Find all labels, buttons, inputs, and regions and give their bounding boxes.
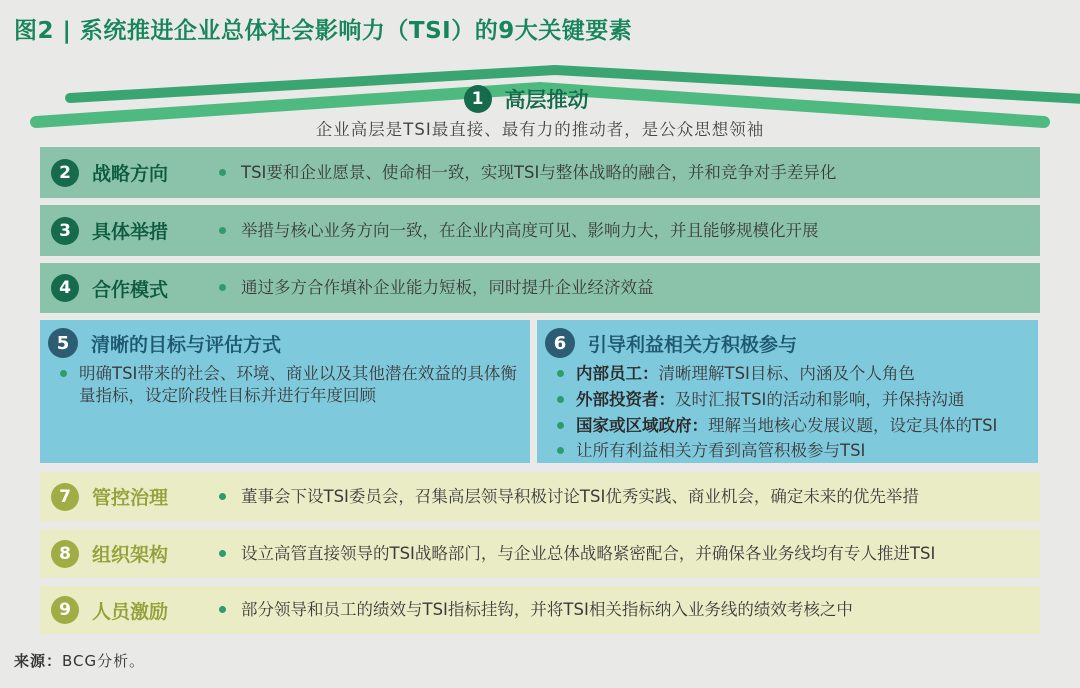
row-strategy: [40, 147, 1040, 198]
apex-number-badge: 1: [464, 85, 492, 113]
bullet-dot-icon: [557, 396, 564, 403]
row-label: 人员激励: [92, 600, 169, 623]
bullet-dot-icon: [219, 227, 226, 234]
source-note: [14, 650, 145, 671]
figure-title: 图2 | 系统推进企业总体社会影响力（TSI）的9大关键要素: [14, 18, 633, 44]
bullet-body: 理解当地核心发展议题，设定具体的TSI: [708, 415, 998, 435]
source-text: BCG分析。: [62, 652, 146, 670]
bullet-dot-icon: [557, 422, 564, 429]
row-organization: [40, 529, 1040, 578]
bullet-prefix: 外部投资者：: [576, 389, 675, 409]
row-bullet-text: 通过多方合作填补企业能力短板，同时提升企业经济效益: [241, 278, 654, 298]
bullet-dot-icon: [219, 169, 226, 176]
row-number-badge: 3: [51, 217, 79, 245]
box-bullet: [557, 389, 1030, 411]
row-label: 战略方向: [92, 163, 169, 185]
bullet-dot-icon: [557, 447, 564, 454]
row-bullet: [219, 162, 836, 184]
bullet-dot-icon: [219, 493, 226, 500]
box-bullet-list: [40, 361, 530, 407]
box-bullet: [60, 363, 522, 407]
row-bullet-text: 设立高管直接领导的TSI战略部门，与企业总体战略紧密配合，并确保各业务线均有专人推进TSI: [241, 543, 936, 563]
row-number-badge: 7: [51, 483, 79, 511]
bullet-body: 清晰理解TSI目标、内涵及个人角色: [658, 364, 915, 383]
bullet-dot-icon: [219, 284, 226, 291]
box-bullet-text: [576, 363, 915, 385]
row-bullet-text: 董事会下设TSI委员会，召集高层领导积极讨论TSI优秀实践、商业机会，确定未来的优先举措: [241, 486, 919, 506]
row-bullet-text: 举措与核心业务方向一致，在企业内高度可见、影响力大，并且能够规模化开展: [241, 220, 819, 240]
box-bullet: [557, 363, 1030, 385]
row-bullet: [219, 599, 853, 621]
box-bullet: [557, 440, 1030, 462]
box-bullet-text: [576, 389, 964, 411]
box-stakeholder-engagement: [537, 320, 1038, 463]
row-number-badge: 2: [51, 159, 79, 187]
box-bullet-text: [576, 415, 997, 437]
row-bullet: [219, 220, 819, 242]
row-bullet-text: 部分领导和员工的绩效与TSI指标挂钩，并将TSI相关指标纳入业务线的绩效考核之中: [241, 600, 853, 620]
bullet-dot-icon: [219, 550, 226, 557]
box-title: 引导利益相关方积极参与: [588, 333, 798, 356]
apex-subtitle: 企业高层是TSI最直接、最有力的推动者，是公众思想领袖: [315, 120, 765, 139]
row-bullet: [219, 543, 935, 565]
row-label: 合作模式: [92, 278, 169, 301]
apex-item: [0, 84, 1066, 114]
row-incentives: [40, 586, 1040, 634]
row-partnership: [40, 263, 1040, 313]
box-bullet: [557, 415, 1030, 437]
row-initiatives: [40, 205, 1040, 256]
row-governance: [40, 472, 1040, 521]
row-bullet: [219, 486, 919, 508]
apex-label: 高层推动: [504, 88, 589, 112]
box-number-badge: 6: [545, 328, 575, 358]
row-label: 具体举措: [92, 221, 169, 243]
bullet-prefix: 内部员工：: [576, 364, 659, 383]
box-bullet-text: 明确TSI带来的社会、环境、商业以及其他潜在效益的具体衡量指标，设定阶段性目标并进行年度回顾: [79, 364, 517, 405]
row-label: 管控治理: [92, 487, 169, 509]
bullet-dot-icon: [557, 370, 564, 377]
row-number-badge: 9: [51, 596, 79, 624]
row-number-badge: 4: [51, 274, 79, 302]
box-title: 清晰的目标与评估方式: [91, 333, 282, 356]
bullet-dot-icon: [219, 606, 226, 613]
box-goals-evaluation: [40, 320, 530, 463]
bullet-dot-icon: [60, 370, 67, 377]
box-number-badge: 5: [48, 328, 78, 358]
row-bullet: [219, 277, 654, 299]
row-label: 组织架构: [92, 544, 169, 566]
row-bullet-text: TSI要和企业愿景、使命相一致，实现TSI与整体战略的融合，并和竞争对手差异化: [241, 162, 837, 182]
source-label: 来源：: [14, 652, 63, 670]
box-header: [40, 320, 530, 361]
box-bullet-list: [537, 361, 1038, 462]
bullet-prefix: 国家或区域政府：: [576, 415, 708, 435]
box-bullet-text: [576, 440, 865, 462]
bullet-body: 及时汇报TSI的活动和影响，并保持沟通: [675, 389, 965, 409]
bullet-body: 让所有利益相关方看到高管积极参与TSI: [576, 441, 866, 461]
box-header: [537, 320, 1038, 361]
row-number-badge: 8: [51, 540, 79, 568]
